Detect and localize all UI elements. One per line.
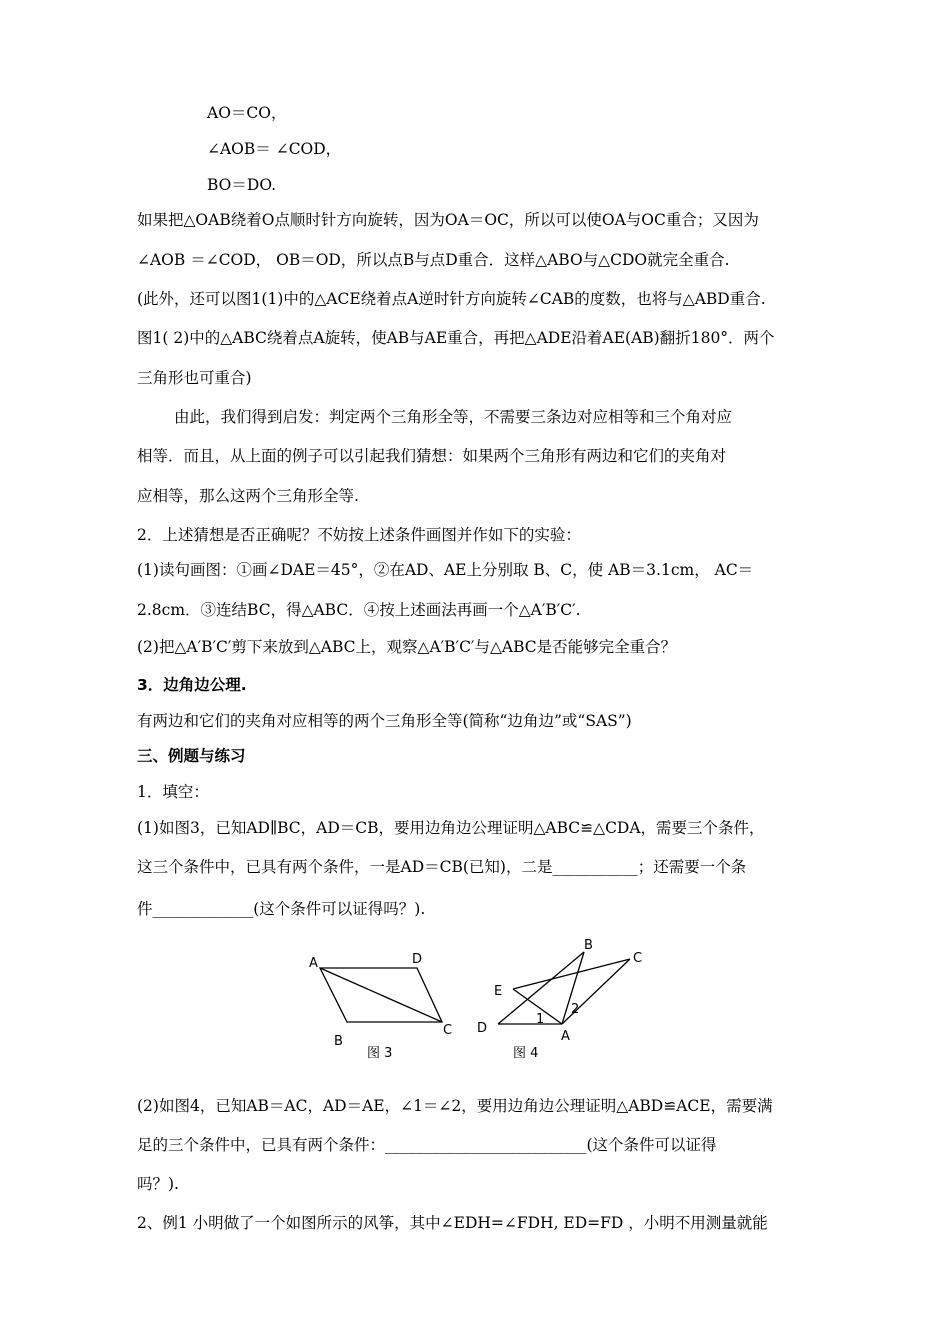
text-line: (此外，还可以图1(1)中的△ACE绕着点A逆时针方向旋转∠CAB的度数，也将与△ABD重合. [137,290,766,308]
section-heading: 3．边角边公理. [137,676,247,694]
text-line: (1)如图3，已知AD∥BC，AD＝CB，要用边角边公理证明△ABC≌△CDA，需要三个条件， [137,819,765,837]
text-line: 2.8cm．③连结BC，得△ABC．④按上述画法再画一个△A′B′C′. [137,601,581,619]
text-line: 这三个条件中，已具有两个条件，一是AD＝CB(已知)，二是___________；还需要一个条 [137,858,747,876]
text-line: 应相等，那么这两个三角形全等. [137,487,359,505]
fig3-label-A: A [309,956,318,971]
fig4-label-B: B [584,938,593,953]
fig4-angle-1: 1 [536,1012,545,1027]
text-line: ∠AOB＝ ∠COD， [207,140,342,158]
fig4-label-A: A [561,1029,570,1044]
text-line: (2)把△A′B′C′剪下来放到△ABC上，观察△A′B′C′与△ABC是否能够完全重合？ [137,638,677,656]
fig4-caption: 图 4 [513,1046,539,1061]
fig4-label-C: C [633,951,643,966]
geometry-figures [300,935,660,1065]
text-line: 有两边和它们的夹角对应相等的两个三角形全等(简称“边角边”或“SAS”) [137,712,632,730]
text-line: 图1( 2)中的△ABC绕着点A旋转，使AB与AE重合，再把△ADE沿着AE(AB)翻折180°．两个 [137,329,775,347]
text-line: 三角形也可重合) [137,369,252,387]
text-line: 2．上述猜想是否正确呢？不妨按上述条件画图并作如下的实验： [137,526,581,544]
figure-4 [498,952,630,1024]
text-line: 由此，我们得到启发：判定两个三角形全等，不需要三条边对应相等和三个角对应 [174,408,733,426]
text-line: AO＝CO， [207,104,287,122]
fig4-label-D: D [477,1021,488,1036]
text-line: (2)如图4，已知AB＝AC，AD＝AE，∠1＝∠2，要用边角边公理证明△ABD≌ACE，需要满 [137,1097,773,1115]
fig3-caption: 图 3 [367,1046,393,1061]
fig4-label-E: E [494,984,503,999]
text-line: 1．填空： [137,783,209,801]
fig4-angle-2: 2 [571,1002,580,1017]
text-line: 吗？). [137,1175,179,1193]
text-line: (1)读句画图：①画∠DAE＝45°，②在AD、AE上分别取 B、C，使 AB＝3.1cm， AC＝ [137,561,754,579]
text-line: BO＝DO. [207,176,277,194]
text-line: ∠AOB ＝∠COD， OB＝OD，所以点B与点D重合．这样△ABO与△CDO就完全重合. [137,251,730,269]
text-line: 相等．而且，从上面的例子可以引起我们猜想：如果两个三角形有两边和它们的夹角对 [137,447,727,465]
fig3-label-C: C [443,1023,453,1038]
text-line: 件_____________(这个条件可以证得吗？). [137,900,426,918]
text-line: 如果把△OAB绕着O点顺时针方向旋转，因为OA＝OC，所以可以使OA与OC重合；又因为 [137,211,759,229]
section-heading: 三、例题与练习 [137,747,246,765]
figure-3 [320,968,442,1022]
text-line: 2、例1 小明做了一个如图所示的风筝，其中∠EDH=∠FDH, ED=FD ，小明不用测量就能 [137,1214,768,1232]
fig3-label-B: B [334,1034,343,1049]
text-line: 足的三个条件中，已具有两个条件：__________________________(这个条件可以证得 [137,1136,717,1154]
fig3-label-D: D [412,952,423,967]
